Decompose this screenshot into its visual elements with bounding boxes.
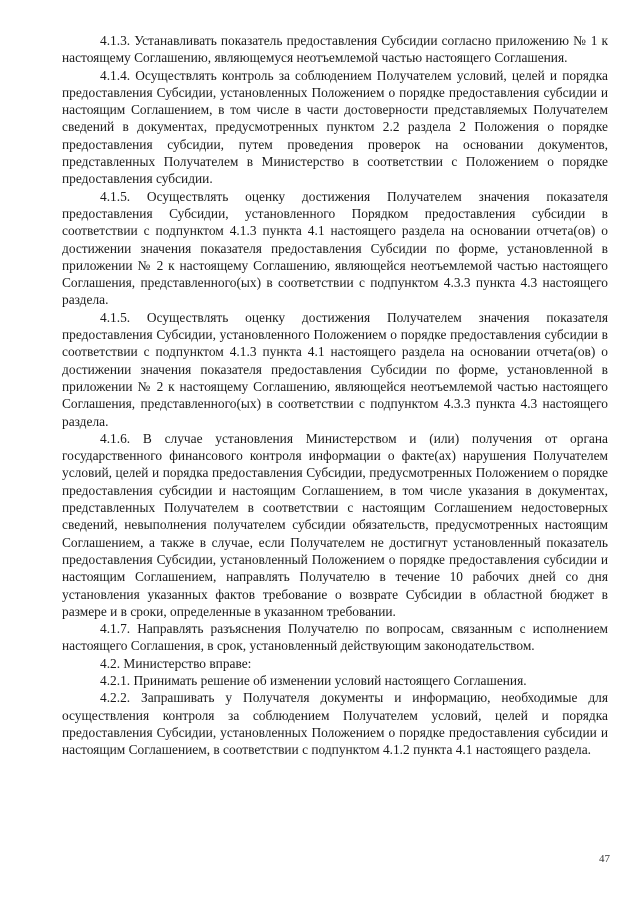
paragraph-4-1-5-b: 4.1.5. Осуществлять оценку достижения Получателем значения показателя предоставления Субсидии, установленного Положением о порядке предоставления субсидии в соответствии с подпунктом 4.1.3 пункта 4.1 настоящего раздела на основании отчета(ов) о достижении значения показателя предоставления Субсидии по форме, установленной в приложении № 2 к настоящему Соглашению, являющейся неотъемлемой частью настоящего Соглашения, представленного(ых) в соответствии с подпунктом 4.3.3 пункта 4.3 настоящего раздела. [62, 309, 608, 429]
paragraph-4-2-1: 4.2.1. Принимать решение об изменении условий настоящего Соглашения. [100, 672, 527, 688]
paragraph-4-2: 4.2. Министерство вправе: [100, 655, 252, 671]
page-number: 47 [599, 853, 610, 865]
paragraph-4-1-5-a: 4.1.5. Осуществлять оценку достижения Получателем значения показателя предоставления Субсидии, установленного Порядком предоставления субсидии в соответствии с подпунктом 4.1.3 пункта 4.1 настоящего раздела на основании отчета(ов) о достижении значения показателя предоставления Субсидии по форме, установленной в приложении № 2 к настоящему Соглашению, являющейся неотъемлемой частью настоящего Соглашения, представленного(ых) в соответствии с подпунктом 4.3.3 пункта 4.3 настоящего раздела. [62, 188, 608, 308]
paragraph-4-1-6: 4.1.6. В случае установления Министерством и (или) получения от органа государственного финансового контроля информации о факте(ах) нарушения Получателем условий, целей и порядка предоставления Субсидии, предусмотренных Положением о порядке предоставления субсидии и настоящим Соглашением, в том числе указания в документах, представленных Получателем в соответствии с настоящим Соглашением недостоверных сведений, невыполнения получателем субсидии обязательств, предусмотренных настоящим Соглашением, а также в случае, если Получателем не достигнут установленный показатель предоставления Субсидии, установленный Положением о порядке предоставления субсидии и настоящим Соглашением, направлять Получателю в течение 10 рабочих дней со дня установления указанных фактов требование о возврате Субсидии в областной бюджет в размере и в сроки, определенные в указанном требовании. [62, 430, 608, 619]
paragraph-4-1-3: 4.1.3. Устанавливать показатель предоставления Субсидии согласно приложению № 1 к настоящему Соглашению, являющемуся неотъемлемой частью настоящего Соглашения. [62, 33, 608, 66]
paragraph-4-1-7: 4.1.7. Направлять разъяснения Получателю по вопросам, связанным с исполнением настоящего Соглашения, в срок, установленный действующим законодательством. [62, 621, 608, 654]
paragraph-4-1-4: 4.1.4. Осуществлять контроль за соблюдением Получателем условий, целей и порядка предоставления Субсидии, установленных Положением о порядке предоставления субсидии и настоящим Соглашением, в том числе в части достоверности представляемых Получателем сведений в документах, предусмотренных пунктом 2.2 раздела 2 Положения о порядке предоставления субсидии, путем проведения проверок на основании документов, представленных Получателем в Министерство в соответствии с Положением о порядке предоставления субсидии. [62, 67, 608, 187]
paragraph-4-2-2: 4.2.2. Запрашивать у Получателя документы и информацию, необходимые для осуществления контроля за соблюдением Получателем условий, целей и порядка предоставления Субсидии, установленных Положением о порядке предоставления субсидии и настоящим Соглашением, в соответствии с подпунктом 4.1.2 пункта 4.1 настоящего раздела. [62, 690, 608, 758]
document-body [62, 32, 608, 758]
